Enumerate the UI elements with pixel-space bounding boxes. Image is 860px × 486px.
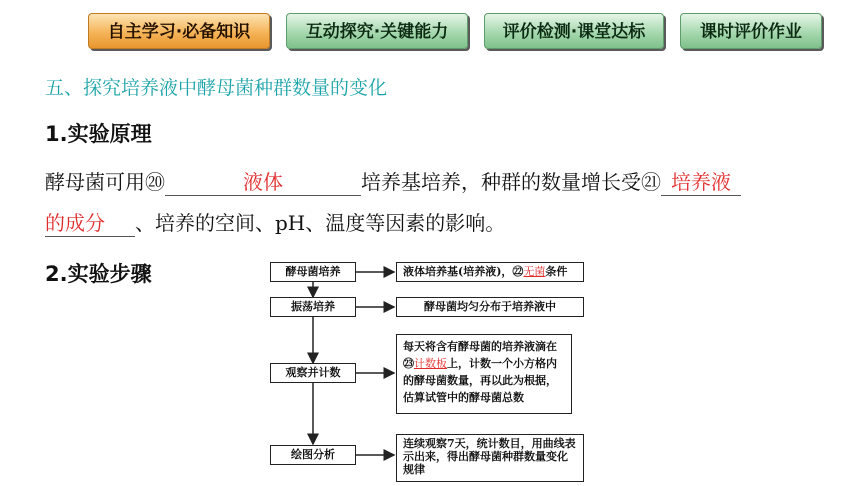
note-culture [396, 262, 584, 282]
step-plot-analysis: 绘图分析 [270, 445, 356, 465]
note-text: 条件 [545, 265, 568, 278]
answer-blank-21a: 培养液 [661, 169, 741, 196]
step-culture: 酵母菌培养 [270, 262, 356, 282]
note-line: 的酵母菌数量，再以此为根据， [403, 374, 557, 387]
subheading-principle: 1.实验原理 [45, 122, 152, 146]
note-line [403, 355, 565, 372]
note-line: 连续观察7天，统计数目，用曲线表 [403, 437, 576, 450]
note-line: 示出来，得出酵母菌种群数量变化 [403, 450, 568, 463]
tab-evaluation[interactable]: 评价检测·课堂达标 [484, 13, 664, 49]
tab-homework[interactable]: 课时评价作业 [680, 13, 822, 49]
note-text: 上，计数一个小方格内 [447, 357, 557, 370]
text-segment: 、培养的空间、pH、温度等因素的影响。 [135, 211, 506, 235]
answer-23: 计数板 [414, 357, 447, 370]
note-text: ㉓ [403, 357, 414, 370]
text-segment: 酵母菌可用⑳ [45, 170, 165, 194]
nav-tabs [0, 13, 860, 53]
note-plot [396, 434, 584, 482]
tab-self-study[interactable]: 自主学习·必备知识 [88, 13, 270, 49]
answer-blank-21b: 的成分 [45, 210, 135, 237]
section-heading: 五、探究培养液中酵母菌种群数量的变化 [45, 77, 388, 99]
note-text: 液体培养基(培养液)，㉒ [403, 265, 524, 278]
text-segment: 培养基培养，种群的数量增长受㉑ [361, 170, 661, 194]
answer-22: 无菌 [523, 265, 546, 278]
step-shake: 振荡培养 [270, 297, 356, 317]
note-line: 估算试管中的酵母菌总数 [403, 391, 524, 404]
note-line: 每天将含有酵母菌的培养液滴在 [403, 340, 557, 353]
note-observe [396, 334, 572, 414]
note-line: 规律 [403, 463, 425, 476]
tab-interactive-explore[interactable]: 互动探究·关键能力 [286, 13, 468, 49]
subheading-steps: 2.实验步骤 [45, 262, 152, 286]
answer-blank-20: 液体 [165, 169, 361, 196]
principle-paragraph-line2 [45, 207, 505, 237]
step-observe-count: 观察并计数 [270, 363, 356, 383]
principle-paragraph-line1 [45, 166, 741, 196]
note-shake: 酵母菌均匀分布于培养液中 [396, 297, 584, 317]
